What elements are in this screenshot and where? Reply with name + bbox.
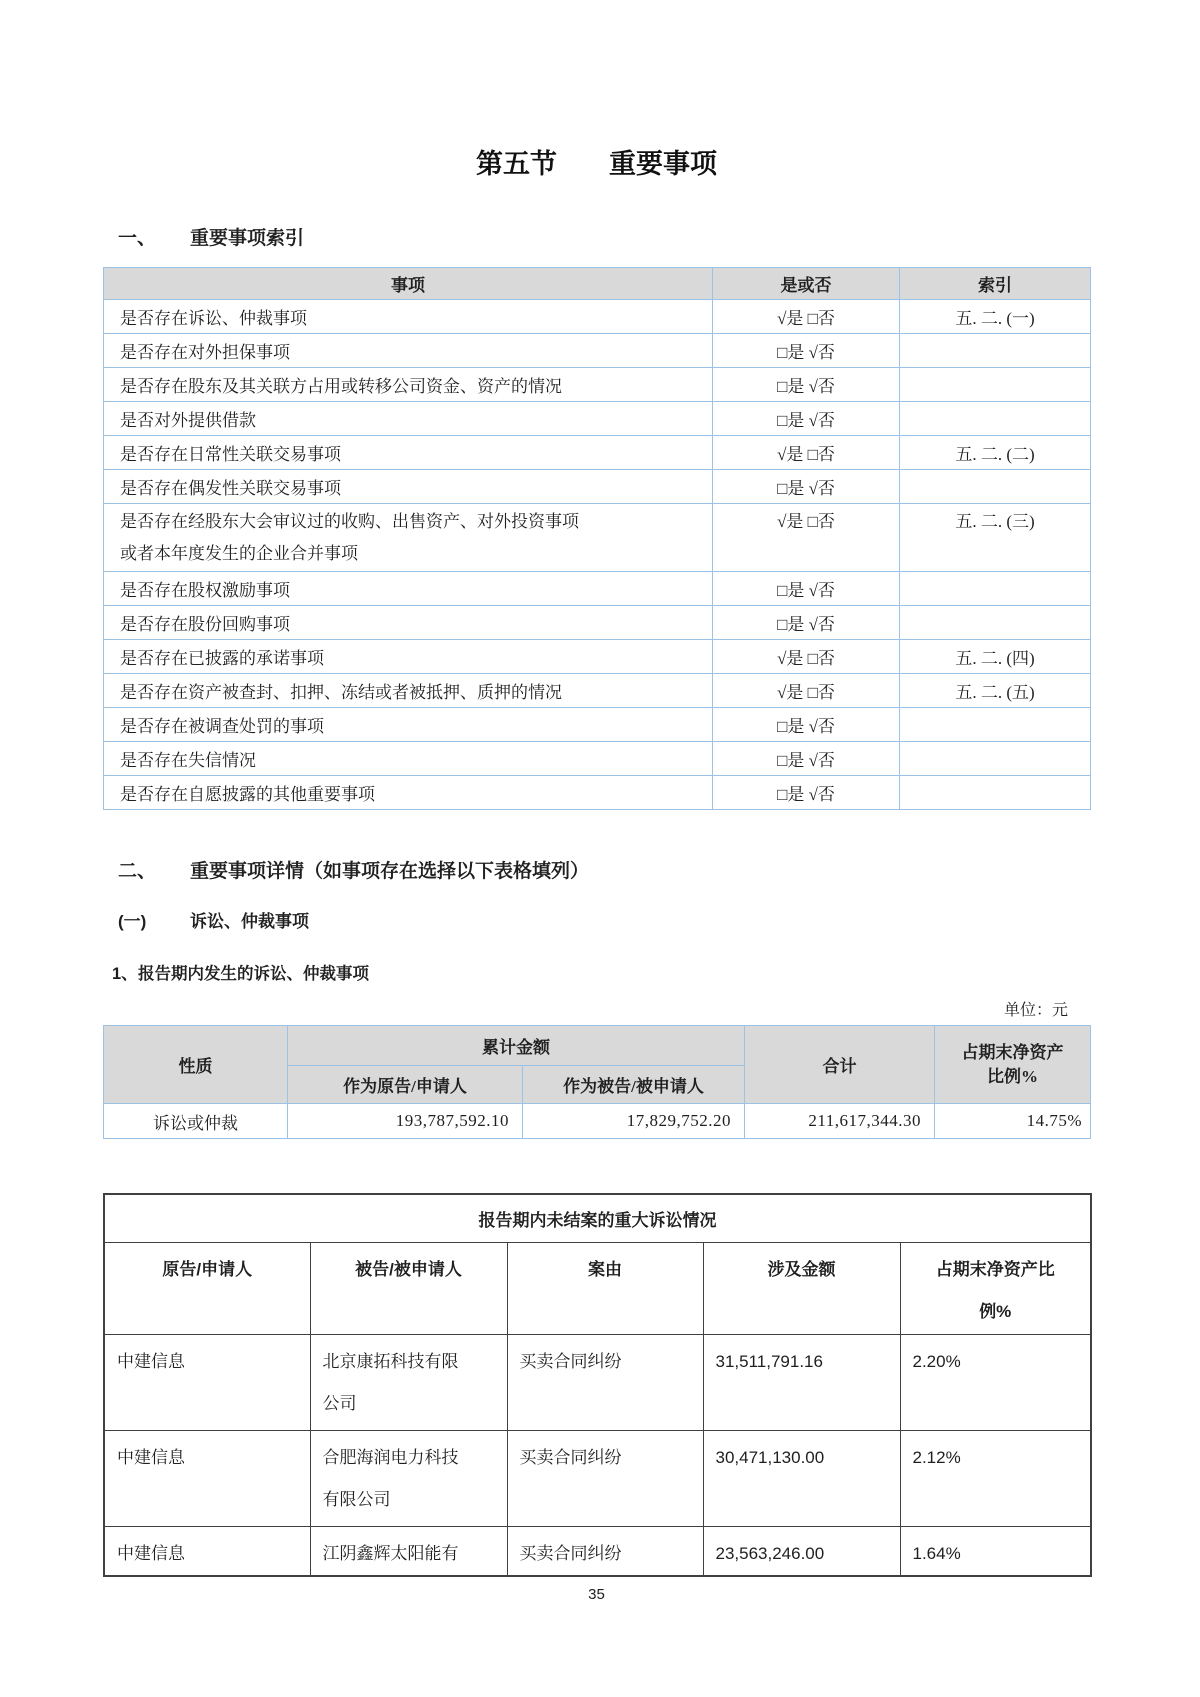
defendant-cell: 北京康拓科技有限公司 bbox=[310, 1334, 507, 1430]
matter-cell: 是否存在失信情况 bbox=[104, 742, 713, 776]
yes-no-choice: □是 √否 bbox=[713, 334, 900, 368]
ratio-cell: 14.75% bbox=[935, 1104, 1091, 1139]
matter-cell: 是否存在资产被查封、扣押、冻结或者被抵押、质押的情况 bbox=[104, 674, 713, 708]
page-title bbox=[103, 0, 1090, 181]
index-cell: 五. 二. (四) bbox=[900, 640, 1091, 674]
heading-index-section bbox=[103, 223, 1090, 250]
table-row bbox=[104, 640, 1091, 674]
yes-no-choice: □是 √否 bbox=[713, 606, 900, 640]
matter-cell: 是否对外提供借款 bbox=[104, 402, 713, 436]
matter-cell: 是否存在日常性关联交易事项 bbox=[104, 436, 713, 470]
table-row bbox=[104, 402, 1091, 436]
table-row bbox=[104, 368, 1091, 402]
page-number: 35 bbox=[588, 1586, 605, 1603]
amount-cell: 30,471,130.00 bbox=[703, 1430, 900, 1526]
index-table-header-row bbox=[104, 268, 1091, 300]
heading-litigation-subsection bbox=[103, 907, 1090, 932]
table-row bbox=[104, 1334, 1091, 1430]
plaintiff-cell: 中建信息 bbox=[104, 1334, 310, 1430]
summary-header-row-1 bbox=[104, 1026, 1091, 1066]
amount-cell: 23,563,246.00 bbox=[703, 1526, 900, 1576]
total-amount-cell: 211,617,344.30 bbox=[745, 1104, 935, 1139]
unit-label: 单位：元 bbox=[1003, 1002, 1068, 1019]
heading-label: 重要事项索引 bbox=[190, 228, 305, 249]
pending-litigation-table bbox=[103, 1193, 1092, 1577]
table-row bbox=[104, 742, 1091, 776]
yes-no-choice: √是 □否 bbox=[713, 436, 900, 470]
matter-text: 是否存在经股东大会审议过的收购、出售资产、对外投资事项或者本年度发生的企业合并事项 bbox=[120, 512, 579, 563]
yes-no-choice: □是 √否 bbox=[713, 776, 900, 810]
col-header-index: 索引 bbox=[900, 268, 1091, 300]
heading-number: 1、 bbox=[112, 965, 138, 983]
index-cell bbox=[900, 402, 1091, 436]
table-row bbox=[104, 1526, 1091, 1576]
table-row bbox=[104, 776, 1091, 810]
heading-number: (一) bbox=[118, 912, 147, 931]
matter-cell: 是否存在股份回购事项 bbox=[104, 606, 713, 640]
cause-cell: 买卖合同纠纷 bbox=[507, 1430, 703, 1526]
yes-no-choice: √是 □否 bbox=[713, 674, 900, 708]
col-header-ratio: 占期末净资产比例% bbox=[900, 1242, 1091, 1334]
ratio-cell: 2.20% bbox=[900, 1334, 1091, 1430]
heading-details-section bbox=[103, 856, 1090, 883]
cause-cell: 买卖合同纠纷 bbox=[507, 1334, 703, 1430]
yes-no-choice: □是 √否 bbox=[713, 708, 900, 742]
table-row bbox=[104, 504, 1091, 572]
defendant-cell: 合肥海润电力科技有限公司 bbox=[310, 1430, 507, 1526]
table-row bbox=[104, 436, 1091, 470]
yes-no-choice: √是 □否 bbox=[713, 640, 900, 674]
yes-no-choice: √是 □否 bbox=[713, 504, 900, 572]
amount-cell: 31,511,791.16 bbox=[703, 1334, 900, 1430]
matter-cell: 是否存在自愿披露的其他重要事项 bbox=[104, 776, 713, 810]
index-cell bbox=[900, 334, 1091, 368]
table-row bbox=[104, 674, 1091, 708]
table-row bbox=[104, 470, 1091, 504]
plaintiff-amount-cell: 193,787,592.10 bbox=[288, 1104, 523, 1139]
col-header-total: 合计 bbox=[745, 1026, 935, 1104]
index-cell bbox=[900, 470, 1091, 504]
heading-label: 重要事项详情（如事项存在选择以下表格填列） bbox=[190, 861, 590, 882]
plaintiff-cell: 中建信息 bbox=[104, 1526, 310, 1576]
ratio-cell: 1.64% bbox=[900, 1526, 1091, 1576]
index-cell bbox=[900, 606, 1091, 640]
defendant-cell: 江阴鑫辉太阳能有 bbox=[310, 1526, 507, 1576]
yes-no-choice: √是 □否 bbox=[713, 300, 900, 334]
heading-number: 二、 bbox=[118, 861, 157, 882]
page-content bbox=[103, 0, 1090, 1603]
col-header-amount: 涉及金额 bbox=[703, 1242, 900, 1334]
heading-number: 一、 bbox=[118, 228, 157, 249]
col-header-matter: 事项 bbox=[104, 268, 713, 300]
heading-label: 报告期内发生的诉讼、仲裁事项 bbox=[138, 965, 369, 983]
table-row bbox=[104, 300, 1091, 334]
yes-no-choice: □是 √否 bbox=[713, 742, 900, 776]
matter-cell bbox=[104, 504, 713, 572]
ratio-cell: 2.12% bbox=[900, 1430, 1091, 1526]
page-title-text: 重要事项 bbox=[609, 149, 717, 179]
matter-cell: 是否存在股东及其关联方占用或转移公司资金、资产的情况 bbox=[104, 368, 713, 402]
matter-cell: 是否存在诉讼、仲裁事项 bbox=[104, 300, 713, 334]
index-cell bbox=[900, 572, 1091, 606]
index-cell bbox=[900, 742, 1091, 776]
pending-table-title: 报告期内未结案的重大诉讼情况 bbox=[104, 1194, 1091, 1242]
yes-no-choice: □是 √否 bbox=[713, 402, 900, 436]
index-cell: 五. 二. (一) bbox=[900, 300, 1091, 334]
matter-cell: 是否存在对外担保事项 bbox=[104, 334, 713, 368]
col-header-cause: 案由 bbox=[507, 1242, 703, 1334]
col-header-as-plaintiff: 作为原告/申请人 bbox=[288, 1066, 523, 1104]
index-table bbox=[103, 267, 1091, 810]
col-header-defendant: 被告/被申请人 bbox=[310, 1242, 507, 1334]
index-cell: 五. 二. (三) bbox=[900, 504, 1091, 572]
index-cell: 五. 二. (五) bbox=[900, 674, 1091, 708]
cause-cell: 买卖合同纠纷 bbox=[507, 1526, 703, 1576]
litigation-summary-table bbox=[103, 1025, 1091, 1139]
yes-no-choice: □是 √否 bbox=[713, 470, 900, 504]
plaintiff-cell: 中建信息 bbox=[104, 1430, 310, 1526]
defendant-amount-cell: 17,829,752.20 bbox=[523, 1104, 745, 1139]
yes-no-choice: □是 √否 bbox=[713, 572, 900, 606]
page-title-section: 第五节 bbox=[476, 149, 557, 179]
pending-table-header-row bbox=[104, 1242, 1091, 1334]
matter-cell: 是否存在被调查处罚的事项 bbox=[104, 708, 713, 742]
index-cell bbox=[900, 776, 1091, 810]
table-row bbox=[104, 572, 1091, 606]
col-header-cumulative: 累计金额 bbox=[288, 1026, 745, 1066]
index-cell: 五. 二. (二) bbox=[900, 436, 1091, 470]
table-row bbox=[104, 606, 1091, 640]
col-header-plaintiff: 原告/申请人 bbox=[104, 1242, 310, 1334]
col-header-nature: 性质 bbox=[104, 1026, 288, 1104]
matter-cell: 是否存在股权激励事项 bbox=[104, 572, 713, 606]
table-row bbox=[104, 708, 1091, 742]
heading-label: 诉讼、仲裁事项 bbox=[190, 912, 309, 931]
heading-litigation-item bbox=[103, 960, 1090, 984]
col-header-as-defendant: 作为被告/被申请人 bbox=[523, 1066, 745, 1104]
matter-cell: 是否存在已披露的承诺事项 bbox=[104, 640, 713, 674]
index-cell bbox=[900, 368, 1091, 402]
matter-cell: 是否存在偶发性关联交易事项 bbox=[104, 470, 713, 504]
table-row bbox=[104, 1430, 1091, 1526]
table-row bbox=[104, 334, 1091, 368]
index-cell bbox=[900, 708, 1091, 742]
yes-no-choice: □是 √否 bbox=[713, 368, 900, 402]
pending-table-title-row bbox=[104, 1194, 1091, 1242]
summary-data-row bbox=[104, 1104, 1091, 1139]
col-header-choice: 是或否 bbox=[713, 268, 900, 300]
col-header-net-asset-ratio: 占期末净资产比例% bbox=[935, 1026, 1091, 1104]
nature-cell: 诉讼或仲裁 bbox=[104, 1104, 288, 1139]
